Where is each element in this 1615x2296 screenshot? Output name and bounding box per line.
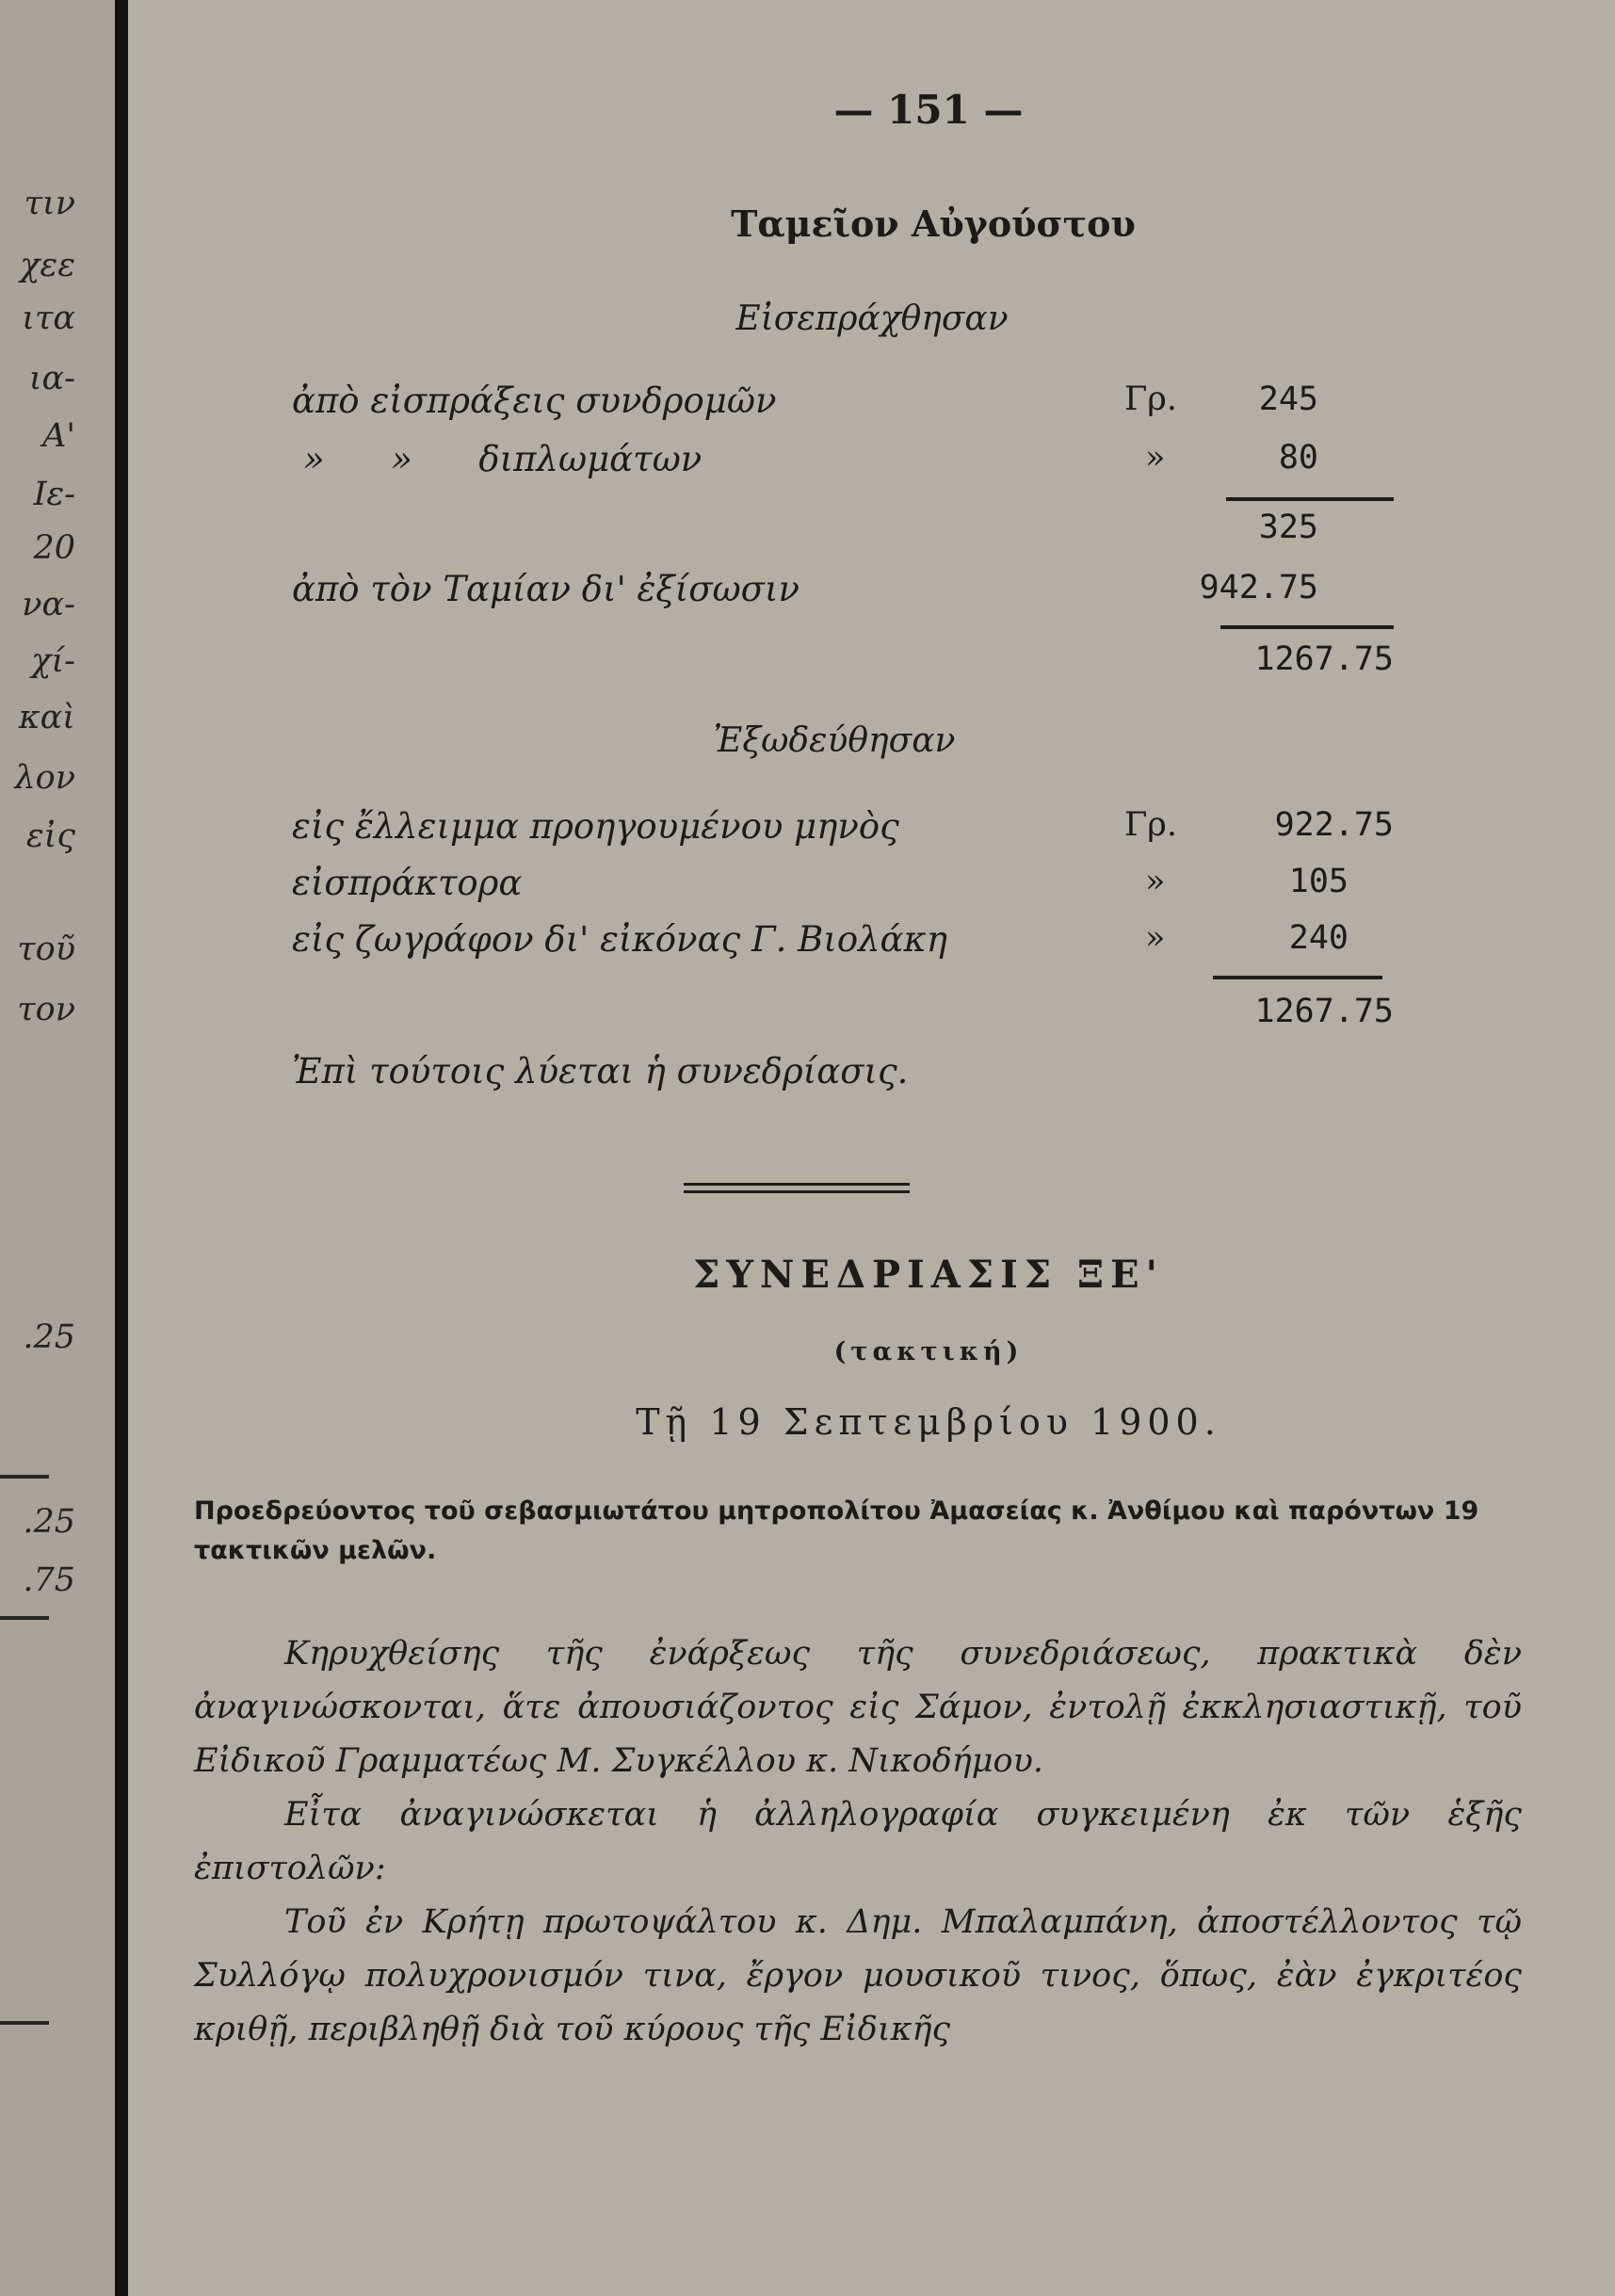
income-row-label: » » διπλωμάτων [303,439,703,479]
expense-amount: 240 [1288,919,1349,957]
expense-row-label: εἰς ζωγράφον δι' εἰκόνας Γ. Βιολάκη [292,919,947,960]
gutter-fragment: να- [22,586,75,623]
expense-total: 1267.75 [1254,993,1394,1030]
currency-label: Γρ. [1124,806,1177,844]
page-number: — 151 — [833,87,1024,133]
gutter-fragment: 20 [33,529,75,567]
session-date: Τῇ 19 Σεπτεμβρίου 1900. [636,1401,1221,1443]
body-paragraph: Τοῦ ἐν Κρήτῃ πρωτοψάλτου κ. Δημ. Μπαλαμπάνη, ἀποστέλλοντος τῷ Συλλόγῳ πολυχρονισμόν τινα, ἔργον μουσικοῦ τινος, ὅπως, ἐὰν ἐγκριτέος κριθῇ, περιβληθῇ διὰ τοῦ κύρους τῆς Εἰδικῆς [194,1903,1522,2048]
gutter-fragment: καὶ [18,699,75,736]
currency-label: Γρ. [1124,380,1177,418]
gutter-rule [0,1616,49,1620]
session-body [194,1627,1522,2057]
section-divider-bottom [684,1190,910,1193]
income-amount: 245 [1258,380,1318,418]
closing-line: Ἐπὶ τούτοις λύεται ἡ συνεδρίασις. [292,1051,909,1091]
session-heading: ΣΥΝΕΔΡΙΑΣΙΣ ΞΕ' [693,1253,1164,1297]
treasurer-amount: 942.75 [1199,569,1318,606]
income-heading: Εἰσεπράχθησαν [735,299,1009,338]
section-divider-top [684,1183,910,1186]
gutter-rule [0,2021,49,2025]
sum-rule [1213,976,1382,979]
gutter-fragment: τον [17,991,75,1028]
gutter-fragment: .25 [23,1318,75,1356]
income-subtotal: 325 [1258,509,1318,546]
book-page [128,0,1615,2296]
income-row-label: ἀπὸ εἰσπράξεις συνδρομῶν [292,380,777,421]
income-amount: 80 [1278,439,1318,477]
expense-amount: 105 [1288,863,1349,900]
gutter-rule [0,1475,49,1479]
gutter-fragment: ιτα [22,299,75,337]
gutter-fragment: Α' [42,417,75,455]
currency-label: » [1145,919,1166,957]
body-paragraph: Κηρυχθείσης τῆς ἐνάρξεως τῆς συνεδριάσεως, πρακτικὰ δὲν ἀναγινώσκονται, ἅτε ἀπουσιάζοντος εἰς Σάμον, ἐντολῇ ἐκκλησιαστικῇ, τοῦ Εἰδικοῦ Γραμματέως Μ. Συγκέλλου κ. Νικοδήμου. [194,1635,1522,1780]
gutter-fragment: χεε [20,247,75,284]
gutter-fragment: ια- [28,360,75,397]
expense-heading: Ἐξωδεύθησαν [713,721,956,760]
gutter-fragment: χί- [31,642,75,680]
income-total: 1267.75 [1254,640,1394,678]
gutter-fragment: Ιε- [33,476,75,513]
presidency-note: Προεδρεύοντος τοῦ σεβασμιωτάτου μητροπολίτου Ἀμασείας κ. Ἀνθίμου καὶ παρόντων 19 τακτικῶν μελῶν. [194,1496,1479,1565]
sum-rule [1220,625,1394,629]
treasury-title: Ταμεῖον Αὐγούστου [731,202,1136,245]
gutter-fragment: εἰς [25,817,75,855]
expense-row-label: εἰσπράκτορα [292,863,523,903]
session-type: (τακτική) [833,1337,1024,1366]
book-binding [115,0,128,2296]
gutter-fragment: τοῦ [17,930,75,968]
gutter-fragment: λον [14,759,75,797]
currency-label: » [1145,439,1166,477]
gutter-fragment: .25 [23,1503,75,1541]
sum-rule [1226,497,1394,501]
currency-label: » [1145,863,1166,900]
body-paragraph: Εἶτα ἀναγινώσκεται ἡ ἀλληλογραφία συγκειμένη ἐκ τῶν ἑξῆς ἐπιστολῶν: [194,1796,1522,1887]
previous-page-gutter [0,0,115,2296]
gutter-fragment: τιν [24,185,75,222]
expense-amount: 922.75 [1274,806,1394,844]
gutter-fragment: .75 [23,1561,75,1599]
expense-row-label: εἰς ἔλλειμμα προηγουμένου μηνὸς [292,806,899,847]
treasurer-row-label: ἀπὸ τὸν Ταμίαν δι' ἐξίσωσιν [292,569,799,609]
